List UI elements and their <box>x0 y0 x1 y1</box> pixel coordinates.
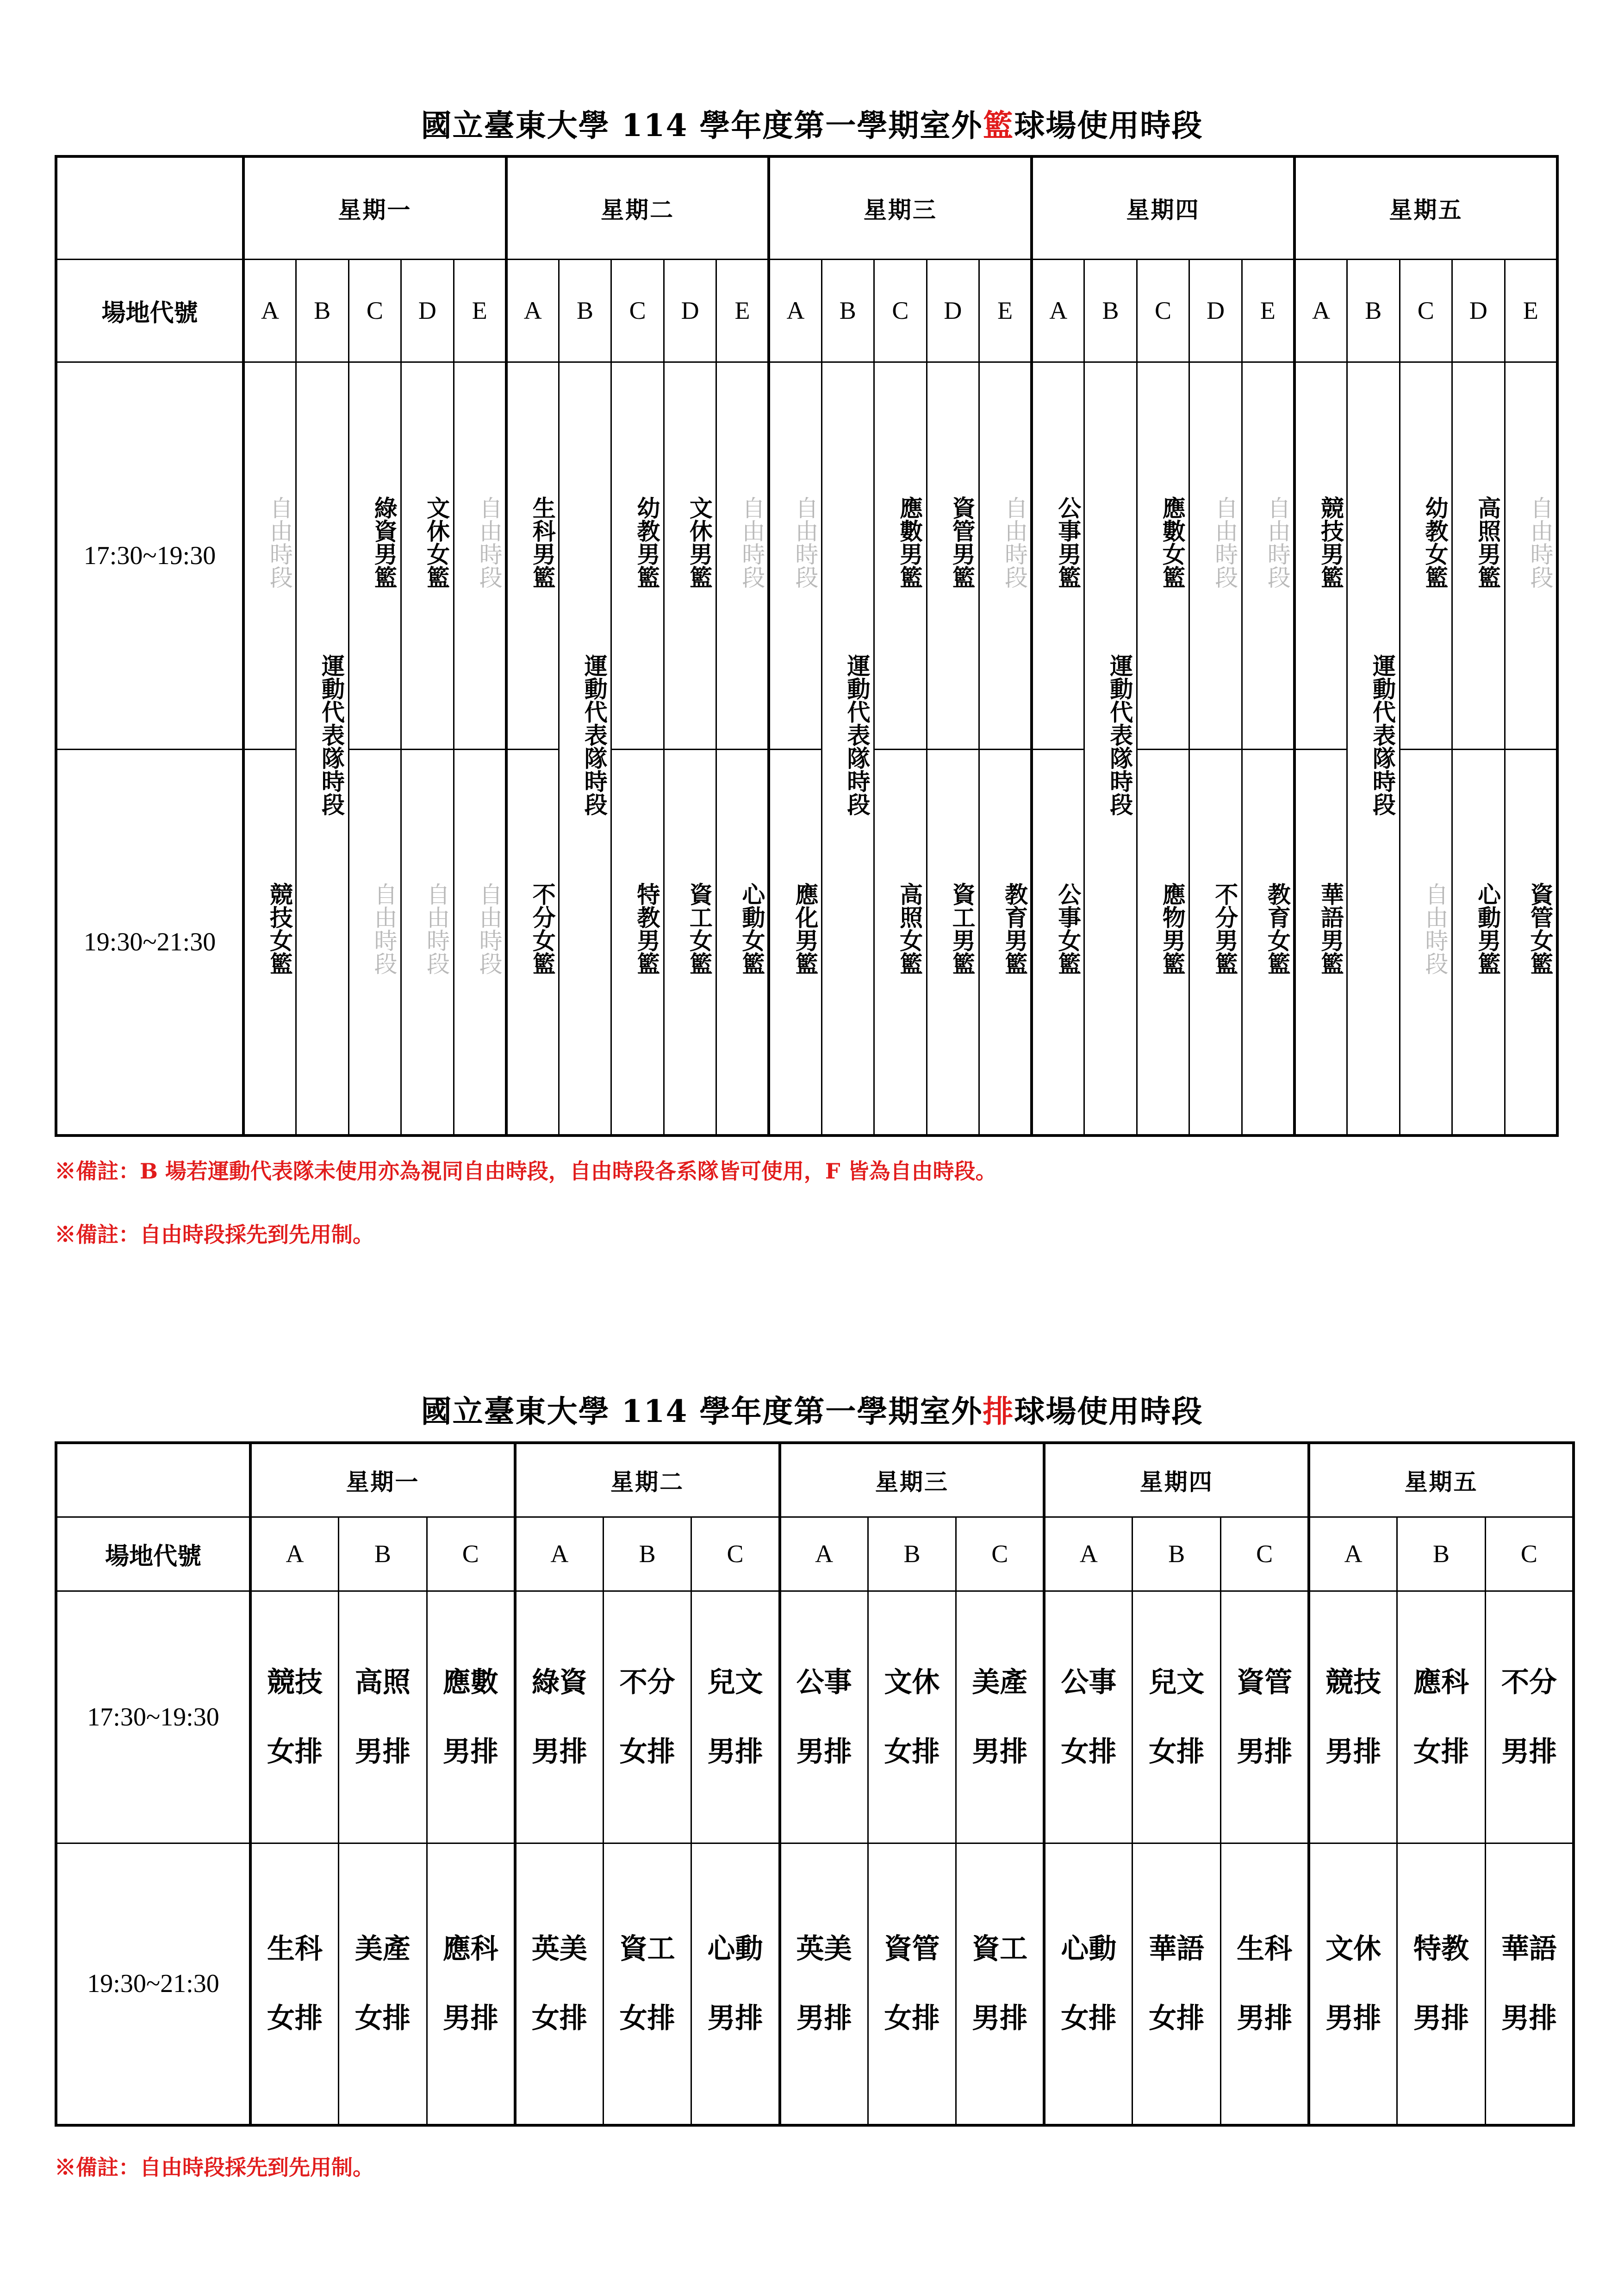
team-slot-cell <box>1309 1843 1397 2125</box>
time-slot: 17:30~19:30 <box>56 1591 250 1843</box>
slot-team: 男排 <box>796 2002 852 2035</box>
slot-text: 高照男籃 <box>1474 496 1502 589</box>
team-slot-cell <box>515 1591 604 1843</box>
slot-text: 不分女籃 <box>529 882 556 975</box>
team-slot-cell <box>1044 1591 1132 1843</box>
team-slot-cell <box>769 749 821 1136</box>
basketball-note-1: ※備註：B 場若運動代表隊未使用亦為視同自由時段，自由時段各系隊皆可使用，F 皆為自由時段。 <box>55 1159 997 1184</box>
slot-dept: 特教 <box>1413 1933 1469 1966</box>
day-header: 星期四 <box>1032 156 1294 259</box>
slot-text: 綠資男籃 <box>370 496 398 589</box>
basketball-title <box>0 101 1624 145</box>
slot-text: 特教男籃 <box>633 882 661 975</box>
slot-dept: 兒文 <box>707 1666 763 1699</box>
court-code: C <box>1137 259 1189 362</box>
basketball-schedule-table <box>55 155 1559 1137</box>
court-code: B <box>821 259 874 362</box>
slot-team: 女排 <box>355 2002 411 2035</box>
court-code: C <box>1221 1517 1309 1591</box>
slot-dept: 資管 <box>884 1933 940 1966</box>
team-time-text: 運動代表隊時段 <box>843 654 871 816</box>
slot-team: 男排 <box>1413 2002 1469 2035</box>
team-slot-cell <box>664 362 716 749</box>
slot-text: 自由時段 <box>475 496 503 589</box>
slot-team: 女排 <box>619 2002 675 2035</box>
free-time-cell <box>769 362 821 749</box>
slot-dept: 華語 <box>1501 1933 1557 1966</box>
court-code: D <box>927 259 979 362</box>
team-slot-cell <box>1485 1843 1574 2125</box>
slot-dept: 美產 <box>972 1666 1028 1699</box>
team-slot-cell <box>664 749 716 1136</box>
court-code: D <box>1189 259 1242 362</box>
team-slot-cell <box>1452 749 1505 1136</box>
court-code: B <box>339 1517 427 1591</box>
team-slot-cell <box>927 362 979 749</box>
slot-dept: 英美 <box>531 1933 587 1966</box>
slot-text: 文休男籃 <box>685 496 713 589</box>
team-slot-cell <box>716 749 769 1136</box>
team-slot-cell <box>250 1843 339 2125</box>
court-code: E <box>1242 259 1294 362</box>
slot-team: 男排 <box>442 1735 498 1768</box>
team-slot-cell <box>691 1591 780 1843</box>
court-code: D <box>664 259 716 362</box>
team-slot-cell <box>1505 749 1557 1136</box>
team-slot-cell <box>691 1843 780 2125</box>
slot-text: 應物男籃 <box>1158 882 1186 975</box>
team-slot-cell <box>1044 1843 1132 2125</box>
day-header: 星期一 <box>250 1443 515 1517</box>
court-code: C <box>956 1517 1045 1591</box>
day-header: 星期一 <box>243 156 506 259</box>
slot-text: 競技男籃 <box>1317 496 1344 589</box>
slot-team: 男排 <box>1237 1735 1293 1768</box>
slot-text: 應數女籃 <box>1158 496 1186 589</box>
team-slot-cell <box>603 1843 691 2125</box>
day-header: 星期二 <box>515 1443 780 1517</box>
venue-code-label: 場地代號 <box>56 1517 250 1591</box>
slot-dept: 公事 <box>1061 1666 1117 1699</box>
team-slot-cell <box>956 1591 1045 1843</box>
team-slot-cell <box>780 1591 868 1843</box>
slot-dept: 美產 <box>355 1933 411 1966</box>
court-code: A <box>506 259 559 362</box>
team-slot-cell <box>1242 749 1294 1136</box>
slot-text: 自由時段 <box>370 882 398 975</box>
slot-dept: 生科 <box>1237 1933 1293 1966</box>
slot-text: 自由時段 <box>791 496 819 589</box>
court-code: A <box>1294 259 1347 362</box>
team-time-text: 運動代表隊時段 <box>1369 654 1396 816</box>
slot-dept: 英美 <box>796 1933 852 1966</box>
slot-team: 男排 <box>796 1735 852 1768</box>
team-slot-cell <box>506 749 559 1136</box>
time-slot: 19:30~21:30 <box>56 1843 250 2125</box>
slot-text: 資管男籃 <box>948 496 976 589</box>
slot-dept: 不分 <box>1501 1666 1557 1699</box>
team-time-text: 運動代表隊時段 <box>1106 654 1134 816</box>
slot-text: 自由時段 <box>1001 496 1028 589</box>
court-code: A <box>1309 1517 1397 1591</box>
team-slot-cell <box>339 1843 427 2125</box>
slot-team: 女排 <box>531 2002 587 2035</box>
day-header: 星期三 <box>769 156 1032 259</box>
team-slot-cell <box>515 1843 604 2125</box>
slot-team: 男排 <box>1501 1735 1557 1768</box>
team-time-text: 運動代表隊時段 <box>580 654 608 816</box>
slot-text: 華語男籃 <box>1317 882 1344 975</box>
slot-dept: 心動 <box>707 1933 763 1966</box>
team-time-cell <box>821 362 874 1136</box>
slot-text: 心動男籃 <box>1474 882 1502 975</box>
free-time-cell <box>454 749 506 1136</box>
header-corner <box>56 156 243 259</box>
basketball-note-2: ※備註：自由時段採先到先用制。 <box>55 1222 374 1247</box>
free-time-cell <box>1505 362 1557 749</box>
court-code: B <box>868 1517 956 1591</box>
volleyball-schedule-table <box>55 1441 1575 2127</box>
team-time-cell <box>296 362 349 1136</box>
slot-text: 公事男籃 <box>1054 496 1082 589</box>
court-code: B <box>1084 259 1137 362</box>
team-slot-cell <box>1132 1591 1221 1843</box>
slot-text: 自由時段 <box>1421 882 1449 975</box>
slot-text: 自由時段 <box>1263 496 1291 589</box>
team-slot-cell <box>427 1843 515 2125</box>
team-slot-cell <box>427 1591 515 1843</box>
slot-text: 資管女籃 <box>1526 882 1554 975</box>
court-code: B <box>1397 1517 1486 1591</box>
slot-text: 自由時段 <box>266 496 293 589</box>
court-code: E <box>454 259 506 362</box>
free-time-cell <box>979 362 1032 749</box>
team-slot-cell <box>1032 362 1084 749</box>
team-slot-cell <box>979 749 1032 1136</box>
slot-text: 應化男籃 <box>791 882 819 975</box>
team-slot-cell <box>1294 362 1347 749</box>
slot-text: 資工女籃 <box>685 882 713 975</box>
court-code: A <box>1032 259 1084 362</box>
team-time-cell <box>1084 362 1137 1136</box>
team-slot-cell <box>401 362 454 749</box>
court-code: B <box>559 259 611 362</box>
free-time-cell <box>454 362 506 749</box>
slot-text: 教育男籃 <box>1001 882 1029 975</box>
slot-team: 女排 <box>619 1735 675 1768</box>
slot-dept: 文休 <box>884 1666 940 1699</box>
court-code: D <box>1452 259 1505 362</box>
slot-team: 女排 <box>1149 1735 1205 1768</box>
team-slot-cell <box>1189 749 1242 1136</box>
slot-team: 男排 <box>1325 1735 1381 1768</box>
day-header: 星期五 <box>1294 156 1557 259</box>
team-slot-cell <box>1397 1591 1486 1843</box>
day-header: 星期三 <box>780 1443 1045 1517</box>
slot-dept: 競技 <box>267 1666 323 1699</box>
slot-team: 男排 <box>707 1735 763 1768</box>
free-time-cell <box>716 362 769 749</box>
slot-team: 女排 <box>884 2002 940 2035</box>
slot-team: 男排 <box>531 1735 587 1768</box>
slot-dept: 資管 <box>1237 1666 1293 1699</box>
volleyball-title-suffix: 球場使用時段 <box>1014 1393 1203 1429</box>
slot-team: 女排 <box>267 2002 323 2035</box>
slot-team: 男排 <box>972 2002 1028 2035</box>
slot-team: 女排 <box>267 1735 323 1768</box>
slot-text: 自由時段 <box>423 882 450 975</box>
day-header: 星期四 <box>1044 1443 1309 1517</box>
court-code: A <box>1044 1517 1132 1591</box>
slot-text: 自由時段 <box>1526 496 1554 589</box>
slot-text: 自由時段 <box>475 882 503 975</box>
slot-text: 教育女籃 <box>1263 882 1291 975</box>
slot-dept: 華語 <box>1149 1933 1205 1966</box>
slot-dept: 綠資 <box>531 1666 587 1699</box>
court-code: C <box>874 259 927 362</box>
team-slot-cell <box>1294 749 1347 1136</box>
slot-team: 女排 <box>1061 2002 1117 2035</box>
free-time-cell <box>1189 362 1242 749</box>
team-slot-cell <box>956 1843 1045 2125</box>
team-slot-cell <box>243 749 296 1136</box>
slot-team: 男排 <box>1237 2002 1293 2035</box>
slot-text: 自由時段 <box>1211 496 1238 589</box>
slot-dept: 公事 <box>796 1666 852 1699</box>
slot-team: 男排 <box>1501 2002 1557 2035</box>
basketball-title-suffix: 球場使用時段 <box>1014 107 1203 143</box>
slot-dept: 高照 <box>355 1666 411 1699</box>
volleyball-title-highlight: 排 <box>983 1393 1014 1429</box>
court-code: C <box>611 259 664 362</box>
day-header: 星期五 <box>1309 1443 1574 1517</box>
slot-team: 男排 <box>972 1735 1028 1768</box>
team-time-cell <box>1347 362 1400 1136</box>
slot-team: 男排 <box>355 1735 411 1768</box>
slot-text: 不分男籃 <box>1211 882 1239 975</box>
slot-dept: 應科 <box>442 1933 498 1966</box>
team-slot-cell <box>927 749 979 1136</box>
team-time-cell <box>559 362 611 1136</box>
slot-dept: 資工 <box>619 1933 675 1966</box>
team-slot-cell <box>868 1843 956 2125</box>
court-code: C <box>427 1517 515 1591</box>
team-slot-cell <box>1032 749 1084 1136</box>
slot-team: 女排 <box>1149 2002 1205 2035</box>
court-code: B <box>296 259 349 362</box>
slot-text: 高照女籃 <box>896 882 924 975</box>
free-time-cell <box>1242 362 1294 749</box>
slot-text: 心動女籃 <box>738 882 766 975</box>
slot-team: 男排 <box>1325 2002 1381 2035</box>
court-code: A <box>243 259 296 362</box>
court-code: C <box>1400 259 1452 362</box>
day-header: 星期二 <box>506 156 769 259</box>
slot-text: 幼教男籃 <box>633 496 661 589</box>
court-code: C <box>1485 1517 1574 1591</box>
header-corner <box>56 1443 250 1517</box>
team-time-text: 運動代表隊時段 <box>318 654 346 816</box>
slot-team: 女排 <box>1413 1735 1469 1768</box>
slot-team: 男排 <box>442 2002 498 2035</box>
team-slot-cell <box>506 362 559 749</box>
slot-dept: 不分 <box>619 1666 675 1699</box>
court-code: E <box>1505 259 1557 362</box>
court-code: E <box>979 259 1032 362</box>
court-code: B <box>603 1517 691 1591</box>
court-code: E <box>716 259 769 362</box>
slot-text: 公事女籃 <box>1054 882 1082 975</box>
slot-text: 幼教女籃 <box>1421 496 1449 589</box>
court-code: B <box>1132 1517 1221 1591</box>
court-code: C <box>348 259 401 362</box>
slot-dept: 資工 <box>972 1933 1028 1966</box>
team-slot-cell <box>250 1591 339 1843</box>
slot-dept: 競技 <box>1325 1666 1381 1699</box>
slot-dept: 應科 <box>1413 1666 1469 1699</box>
venue-code-label: 場地代號 <box>56 259 243 362</box>
team-slot-cell <box>339 1591 427 1843</box>
slot-text: 資工男籃 <box>948 882 976 975</box>
time-slot: 19:30~21:30 <box>56 749 243 1136</box>
court-code: D <box>401 259 454 362</box>
court-code: A <box>250 1517 339 1591</box>
time-slot: 17:30~19:30 <box>56 362 243 749</box>
team-slot-cell <box>780 1843 868 2125</box>
free-time-cell <box>401 749 454 1136</box>
slot-team: 女排 <box>1061 1735 1117 1768</box>
slot-team: 女排 <box>884 1735 940 1768</box>
slot-dept: 應數 <box>442 1666 498 1699</box>
team-slot-cell <box>603 1591 691 1843</box>
team-slot-cell <box>1132 1843 1221 2125</box>
team-slot-cell <box>1221 1843 1309 2125</box>
court-code: B <box>1347 259 1400 362</box>
court-code: A <box>769 259 821 362</box>
slot-text: 自由時段 <box>738 496 765 589</box>
slot-dept: 生科 <box>267 1933 323 1966</box>
slot-text: 應數男籃 <box>896 496 924 589</box>
team-slot-cell <box>868 1591 956 1843</box>
court-code: A <box>780 1517 868 1591</box>
court-code: A <box>515 1517 604 1591</box>
volleyball-title <box>0 1387 1624 1431</box>
slot-dept: 心動 <box>1061 1933 1117 1966</box>
volleyball-note-1: ※備註：自由時段採先到先用制。 <box>55 2155 374 2180</box>
team-slot-cell <box>1452 362 1505 749</box>
slot-text: 競技女籃 <box>266 882 293 975</box>
volleyball-title-prefix: 國立臺東大學 114 學年度第一學期室外 <box>421 1393 983 1429</box>
free-time-cell <box>243 362 296 749</box>
basketball-title-highlight: 籃 <box>983 107 1014 143</box>
court-code: C <box>691 1517 780 1591</box>
team-slot-cell <box>1221 1591 1309 1843</box>
basketball-title-prefix: 國立臺東大學 114 學年度第一學期室外 <box>421 107 983 143</box>
team-slot-cell <box>1485 1591 1574 1843</box>
team-slot-cell <box>1309 1591 1397 1843</box>
slot-text: 文休女籃 <box>423 496 451 589</box>
slot-text: 生科男籃 <box>529 496 556 589</box>
slot-team: 男排 <box>707 2002 763 2035</box>
slot-dept: 文休 <box>1325 1933 1381 1966</box>
slot-dept: 兒文 <box>1149 1666 1205 1699</box>
team-slot-cell <box>1397 1843 1486 2125</box>
